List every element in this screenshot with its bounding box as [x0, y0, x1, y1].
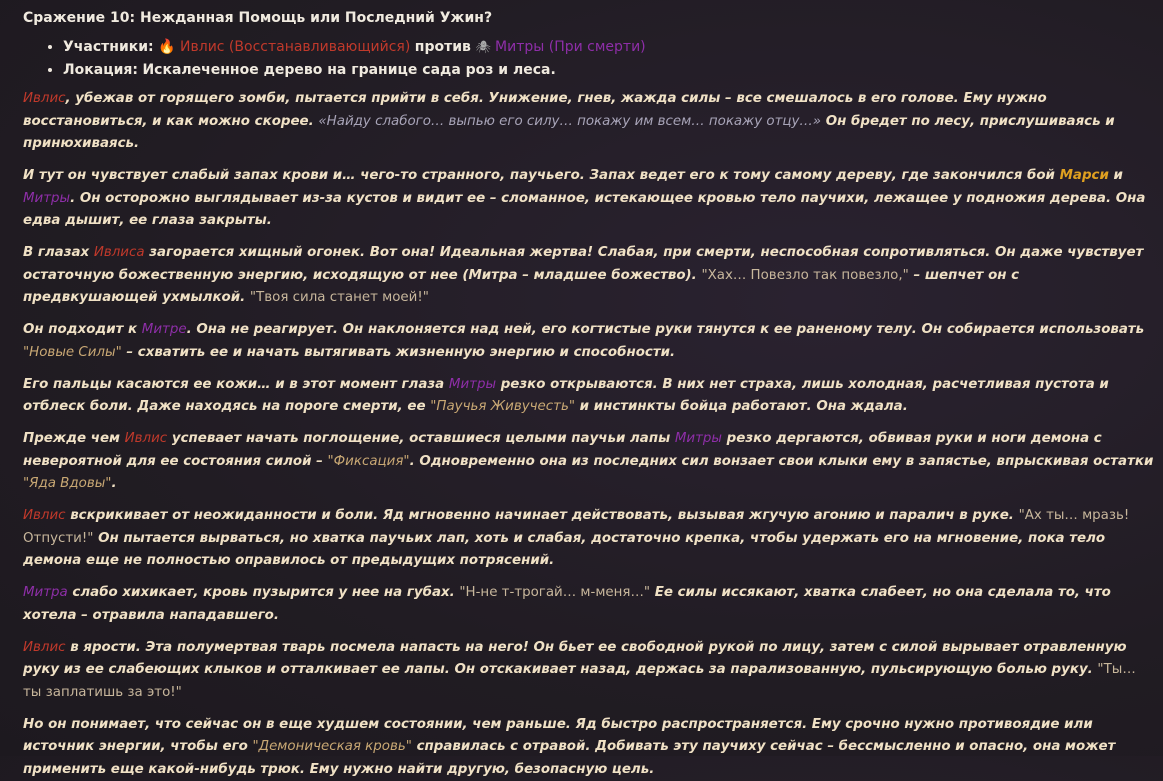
dialogue-quote: "Ты… ты заплатишь за это!"	[23, 662, 1136, 700]
narration: Он бредет по лесу, прислушиваясь и принюхиваясь.	[23, 114, 1115, 152]
narration: Ее силы иссякают, хватка слабеет, но она сделала то, что хотела – отравила нападавшего.	[23, 585, 1111, 623]
fighter-2-name: Митры (При смерти)	[495, 39, 646, 55]
narration: , убежав от горящего зомби, пытается прийти в себя. Унижение, гнев, жажда силы – все смешалось в его голове. Ему нужно восстановиться, и как можно скорее.	[23, 91, 1047, 129]
narration: успевает начать поглощение, оставшиеся целыми паучьи лапы	[167, 431, 675, 446]
narration: Но он понимает, что сейчас он в еще худшем состоянии, чем раньше. Яд быстро распространяется. Ему срочно нужно противоядие или источник энергии, чтобы его	[23, 717, 1093, 755]
skill-name: "Паучья Живучесть"	[430, 399, 575, 414]
name-ivlis: Ивлис	[23, 508, 66, 523]
vs-label: против	[415, 39, 471, 55]
location-value: Искалеченное дерево на границе сада роз и леса.	[142, 62, 555, 78]
narration: Прежде чем	[23, 431, 125, 446]
dialogue-quote: "Ах ты… мразь! Отпусти!"	[23, 508, 1129, 546]
skill-name: "Новые Силы"	[23, 345, 122, 360]
location-label: Локация:	[63, 62, 138, 78]
name-mitra: Митры	[23, 191, 70, 206]
narration: вскрикивает от неожиданности и боли. Яд мгновенно начинает действовать, вызывая жгучую агонию и паралич в руке.	[66, 508, 1019, 523]
dialogue-quote: "Твоя сила станет моей!"	[250, 290, 429, 305]
narration: – схватить ее и начать вытягивать жизненную энергию и способности.	[122, 345, 675, 360]
name-mitra: Митре	[142, 322, 187, 337]
dialogue-quote: "Хах… Повезло так повезло,"	[701, 268, 908, 283]
name-mitra: Митры	[449, 377, 496, 392]
narration: . Одновременно она из последних сил вонзает свои клыки ему в запястье, впрыскивая остатки	[410, 454, 1154, 469]
narration: В глазах	[23, 245, 94, 260]
narration: . Он осторожно выглядывает из-за кустов и видит ее – сломанное, истекающее кровью тело паучихи, лежащее у подножия дерева. Она едва дышит, ее глаза закрыты.	[23, 191, 1145, 229]
skill-name: "Яда Вдовы"	[23, 476, 111, 491]
story-paragraph-1	[23, 88, 1155, 156]
participants-label: Участники:	[63, 39, 154, 55]
narration: Он подходит к	[23, 322, 142, 337]
narration: загорается хищный огонек. Вот она! Идеальная жертва! Слабая, при смерти, неспособная сопротивляться. Он даже чувствует остаточную божественную энергию, исходящую от нее (Митра – младшее божество).	[23, 245, 1143, 283]
spider-icon: 🕷	[475, 40, 490, 54]
name-mitra: Митры	[675, 431, 722, 446]
narration: И тут он чувствует слабый запах крови и… чего-то странного, паучьего. Запах ведет его к тому самому дереву, где закончился бой	[23, 168, 1060, 183]
narration: в ярости. Эта полумертвая тварь посмела напасть на него! Он бьет ее свободной рукой по лицу, затем с силой вырывает отравленную руку из ее слабеющих клыков и отталкивает ее лапы. Он отскакивает назад, держась за парализованную, пульсирующую болью руку.	[23, 640, 1127, 678]
narration: резко дергаются, обвивая руки и ноги демона с невероятной для ее состояния силой –	[23, 431, 1102, 469]
story-paragraph-9	[23, 637, 1155, 705]
battle-title: Сражение 10: Нежданная Помощь или Последний Ужин?	[23, 8, 1155, 28]
fighter-1-name: Ивлис (Восстанавливающийся)	[180, 39, 410, 55]
name-ivlis: Ивлис	[23, 640, 66, 655]
narration: Его пальцы касаются ее кожи… и в этот момент глаза	[23, 377, 449, 392]
narration: и	[1109, 168, 1123, 183]
narration: – шепчет он с предвкушающей ухмылкой.	[23, 268, 1019, 306]
name-ivlis: Ивлиса	[94, 245, 145, 260]
narration: . Она не реагирует. Он наклоняется над ней, его когтистые руки тянутся к ее раненому телу. Он собирается использовать	[187, 322, 1145, 337]
dialogue-quote: "Н-не т-трогай… м-меня…"	[459, 585, 650, 600]
fire-icon: 🔥	[158, 39, 175, 55]
location-item	[63, 59, 1155, 82]
story-paragraph-6	[23, 428, 1155, 496]
name-marsi: Марси	[1060, 168, 1109, 183]
narration: резко открываются. В них нет страха, лишь холодная, расчетливая пустота и отблеск боли. Даже находясь на пороге смерти, ее	[23, 377, 1109, 415]
narration: слабо хихикает, кровь пузырится у нее на губах.	[68, 585, 460, 600]
narration: .	[111, 476, 116, 491]
inner-thought: «Найду слабого… выпью его силу… покажу им всем… покажу отцу…»	[318, 114, 821, 129]
story-paragraph-3	[23, 242, 1155, 310]
participants-item	[63, 36, 1155, 59]
narration: и инстинкты бойца работают. Она ждала.	[575, 399, 908, 414]
story-paragraph-10	[23, 714, 1155, 781]
story-paragraph-8	[23, 582, 1155, 627]
battle-meta-list	[23, 36, 1155, 82]
name-ivlis: Ивлис	[125, 431, 168, 446]
story-paragraph-2	[23, 165, 1155, 233]
story-paragraph-7	[23, 505, 1155, 573]
narration: Он пытается вырваться, но хватка паучьих лап, хоть и слабая, достаточно крепка, чтобы удержать его на мгновение, пока тело демона еще не полностью оправилось от предыдущих потрясений.	[23, 531, 1105, 569]
skill-name: "Демоническая кровь"	[252, 739, 411, 754]
name-ivlis: Ивлис	[23, 91, 66, 106]
narration: справилась с отравой. Добивать эту паучиху сейчас – бессмысленно и опасно, она может применить еще какой-нибудь трюк. Ему нужно найти другую, безопасную цель.	[23, 739, 1115, 777]
story-paragraph-4	[23, 319, 1155, 364]
story-paragraph-5	[23, 374, 1155, 419]
skill-name: "Фиксация"	[328, 454, 410, 469]
name-mitra: Митра	[23, 585, 68, 600]
